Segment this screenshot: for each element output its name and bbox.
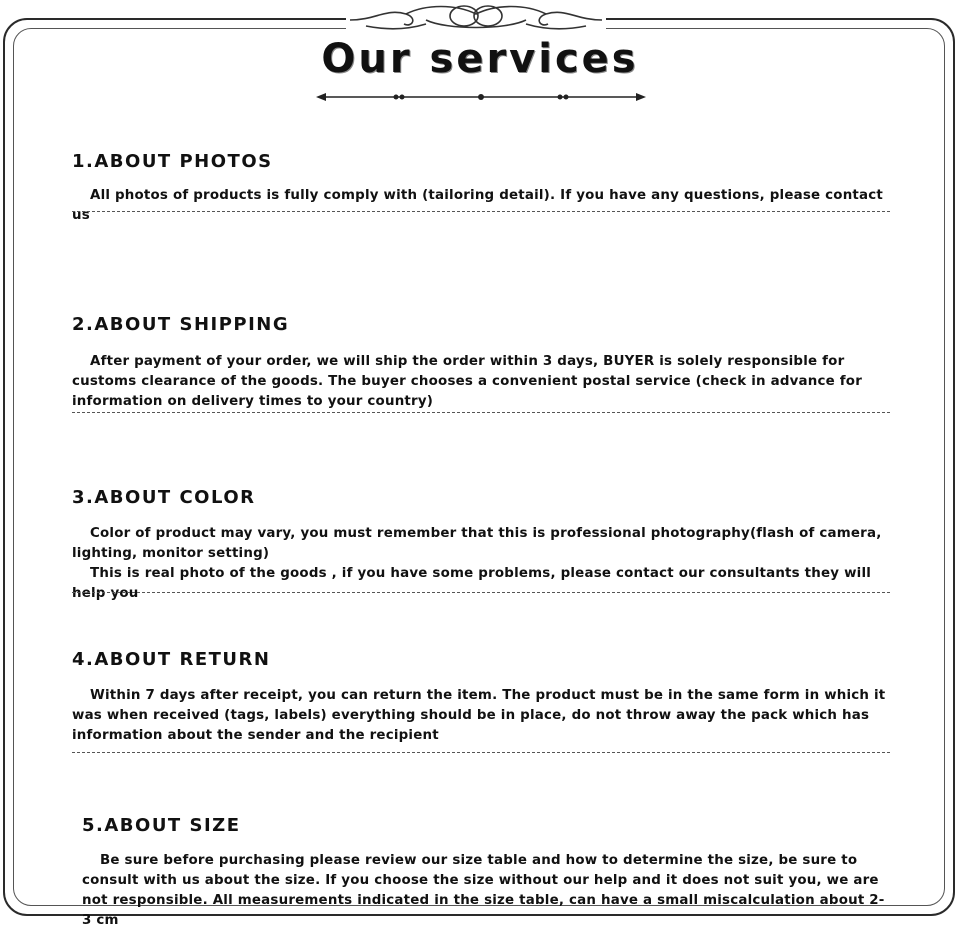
section-about-color bbox=[72, 487, 892, 604]
section-paragraph: Color of product may vary, you must remember that this is professional photography(flash of camera, lighting, monitor setting) bbox=[72, 526, 882, 561]
page-title: Our services bbox=[321, 36, 639, 82]
section-about-return bbox=[72, 649, 892, 746]
section-heading: 1.ABOUT PHOTOS bbox=[72, 151, 273, 172]
section-about-photos bbox=[72, 151, 892, 226]
section-heading: 4.ABOUT RETURN bbox=[72, 649, 271, 670]
section-heading: 3.ABOUT COLOR bbox=[72, 487, 256, 508]
section-paragraph: Within 7 days after receipt, you can return the item. The product must be in the same form in which it was when received (tags, labels) everything should be in place, do not throw away the pack which has information about the sender and the recipient bbox=[72, 688, 886, 743]
dashed-divider bbox=[72, 752, 890, 753]
section-paragraph: This is real photo of the goods , if you have some problems, please contact our consultants they will help you bbox=[72, 566, 872, 601]
section-paragraph: Be sure before purchasing please review our size table and how to determine the size, be sure to consult with us about the size. If you choose the size without our help and it does not suit you, we are not responsible. All measurements indicated in the size table, can have a small miscalculation about 2-3 cm bbox=[82, 853, 885, 928]
section-heading: 2.ABOUT SHIPPING bbox=[72, 314, 290, 335]
section-heading: 5.ABOUT SIZE bbox=[82, 815, 241, 836]
title-divider-ornament bbox=[316, 88, 646, 106]
section-about-size bbox=[82, 815, 892, 931]
dashed-divider bbox=[72, 412, 890, 413]
dashed-divider bbox=[72, 211, 890, 212]
section-about-shipping bbox=[72, 314, 892, 412]
top-swirl-ornament bbox=[346, 0, 606, 36]
dashed-divider bbox=[72, 592, 890, 593]
section-paragraph: All photos of products is fully comply with (tailoring detail). If you have any questions, please contact us bbox=[72, 188, 884, 223]
section-paragraph: After payment of your order, we will ship the order within 3 days, BUYER is solely responsible for customs clearance of the goods. The buyer chooses a convenient postal service (check in advance for information on delivery times to your country) bbox=[72, 354, 863, 409]
